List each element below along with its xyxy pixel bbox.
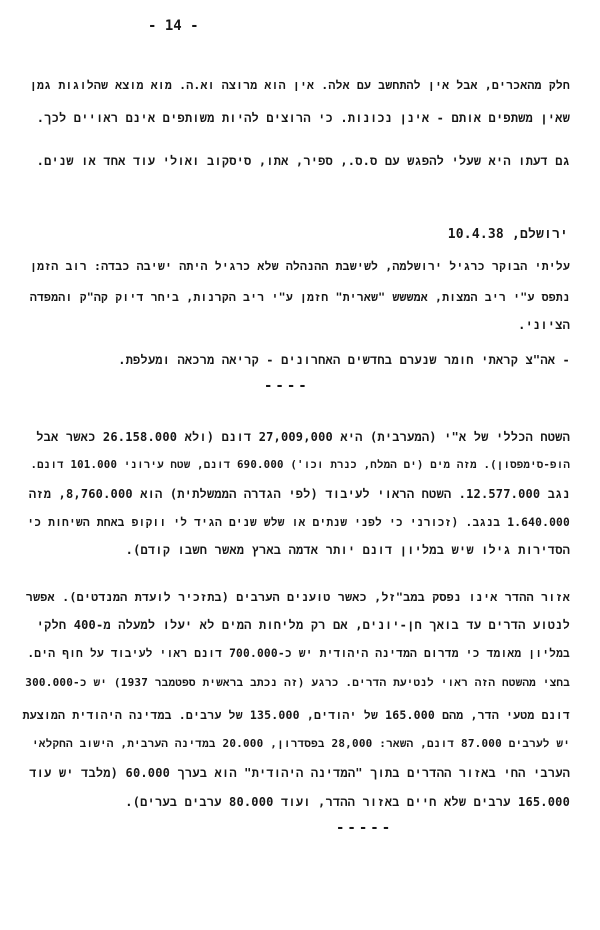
dateline: ירושלם, 10.4.38	[447, 227, 568, 242]
text-line: במליון מאומד כי מדרום המדינה היהודית יש כ-700.000 דונם ראוי לעיבוד על חוף הים.	[27, 647, 570, 660]
text-line: 1.640.000 בנגב. (זכורני כי לפני שנתים או שלש שנים הגיד לי ווקופ באחת השיחות כי	[27, 516, 570, 529]
page-number: - 14 -	[148, 18, 199, 34]
text-line: יש לערבים 87.000 דונם, השאר: 28,000 בפסדרון, 20.000 במדינה הערבית, הישוב החקלאי	[31, 737, 570, 750]
text-line: הסדירות גילו שיש במליון דונם יותר אדמה בארץ מאשר חשבו קודם).	[125, 543, 570, 557]
text-line: הערבי החי באזור ההדרים בתוך "המדינה היהודית" הוא בערך 60.000 (מלבד יש עוד	[29, 766, 570, 780]
text-line: הופ-סימפסון). מזה מים (ים המלח, כנרת וכו') 690.000 דונם, שטח עירוני 101.000 דונם.	[30, 458, 570, 471]
section-separator: -----	[336, 820, 394, 836]
text-line: לנטוע הדרים עד בואך חן-יונים, אם רק מליחות המים לא יעלו למעלה מ-400 חלקי	[36, 618, 570, 632]
text-line: 165.000 ערבים שלא חיים באזור ההדר, ועוד 80.000 ערבים בערים).	[125, 795, 570, 809]
text-line: חלק מהאכרים, אבל אין להתחשב עם אלה. אין הוא מרוצה וא.ה. מוא מוצא שהלוגות גמן	[29, 78, 570, 92]
text-line: גם דעתו היא שעלי להפגש עם ס.ס., ספיר, אתו, סיסקוב ואולי עוד אחד או שנים.	[36, 154, 570, 168]
text-line: הציוני.	[518, 318, 570, 332]
text-line: דונם מטעי הדר, מהם 165.000 של יהודים, 135.000 של ערבים. במדינה היהודית המוצעת	[22, 708, 570, 722]
text-line: נתפס ע"י ריב המצות, אמששש "שארית" חזמן ע"י ריב הקרנות, ביחר דיוק קה"ק והמפדה	[29, 290, 570, 304]
text-line: שאין משתפים אותם - אינן נכונות. כי הרוצים להיות משותפים אינם ראויים לכך.	[36, 111, 570, 125]
text-line: - אה"צ קראתי חומר שנערם בחדשים האחרונים - קריאה מרכאה ומעלפת.	[118, 353, 570, 367]
text-line: אזור ההדר אינו נפסק במב"זל, כאשר טוענים הערבים (בתזכיר לועדת המנדטים). אפשר	[25, 590, 570, 604]
section-separator: ----	[264, 378, 310, 394]
text-line: נגב 12.577.000. השטח הראוי לעיבוד (לפי הגדרה הממשלתית) הוא 8,760.000, מזה	[28, 487, 570, 501]
text-line: בחצי מהשטח הזה ראוי לנטיעת הדרים. כרגע (זה נכתב בראשית ספטמבר 1937) יש כ-300.000	[25, 676, 570, 689]
text-line: השטח הכללי של א"י (המערבית) היא 27,009,000 דונם (ולא 26.158.000 כאשר אבל	[36, 430, 570, 444]
text-line: עליתי הבוקר כרגיל ירושלמה, לשישבת ההנהלה שלא כרגיל היתה ישיבה כבדה: רוב הזמן	[30, 259, 570, 273]
